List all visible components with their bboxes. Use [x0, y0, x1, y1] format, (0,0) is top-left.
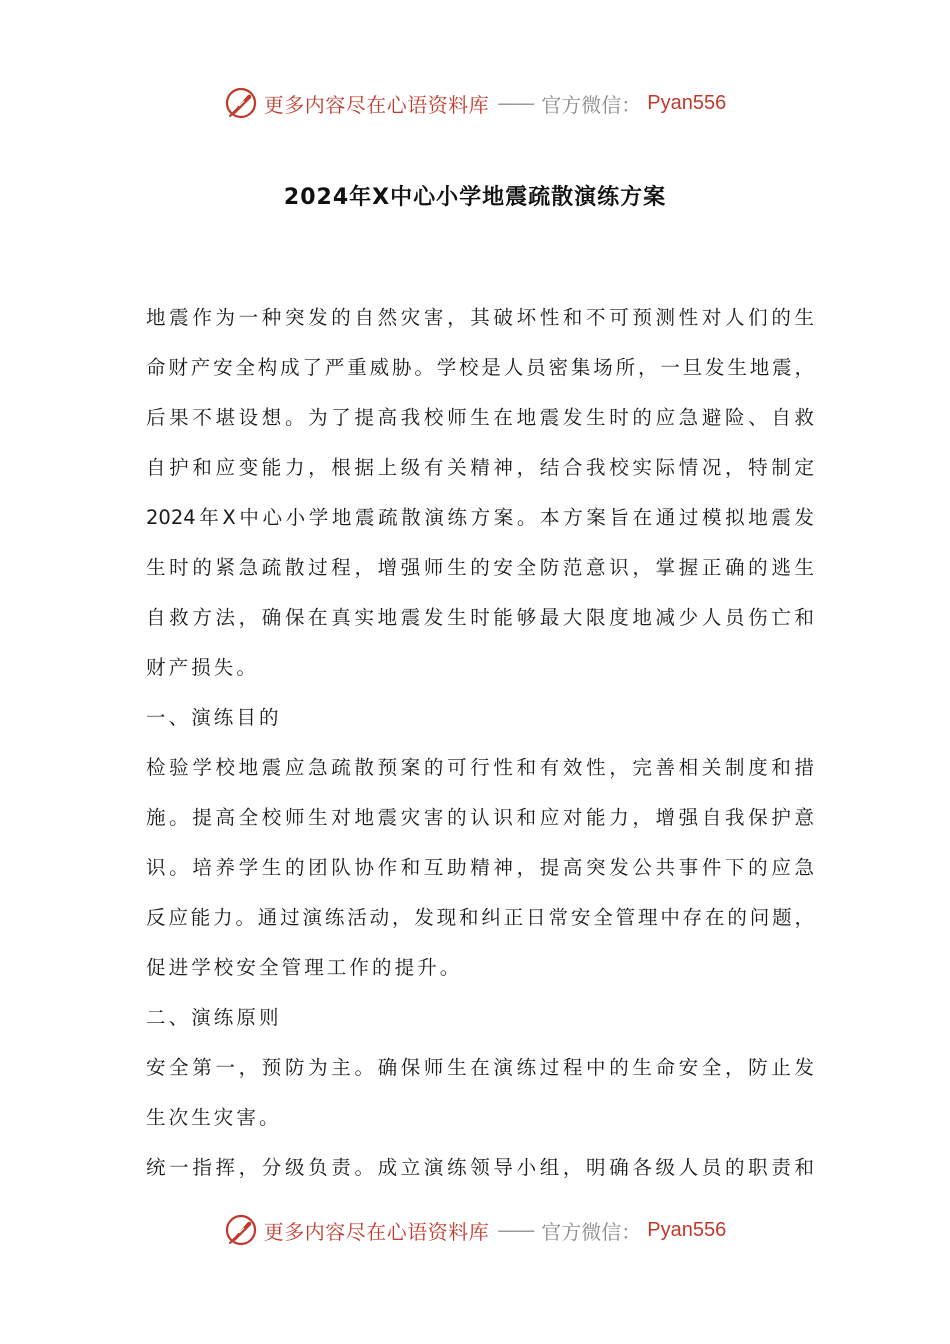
watermark-wechat-label: 官方微信： — [541, 1219, 642, 1244]
body-line: 命财产安全构成了严重威胁。学校是人员密集场所，一旦发生地震， — [146, 356, 814, 379]
watermark-dash: —— — [497, 1218, 534, 1242]
watermark-wechat-id: Pyan556 — [647, 91, 727, 114]
watermark-banner-bottom — [0, 1210, 950, 1250]
body-line: 统一指挥，分级负责。成立演练领导小组，明确各级人员的职责和 — [146, 1156, 814, 1179]
body-line: 生次生灾害。 — [146, 1106, 282, 1129]
feather-pen-logo-icon — [224, 86, 258, 120]
body-line: 促进学校安全管理工作的提升。 — [146, 956, 463, 979]
watermark-banner-top — [0, 83, 950, 123]
body-line: 识。培养学生的团队协作和互助精神，提高突发公共事件下的应急 — [146, 856, 814, 879]
watermark-site-text: 更多内容尽在心语资料库 — [263, 92, 490, 117]
section-heading-principles: 二、演练原则 — [146, 1006, 282, 1029]
body-line: 2024年X中心小学地震疏散演练方案。本方案旨在通过模拟地震发 — [146, 506, 814, 529]
document-title: 2024年X中心小学地震疏散演练方案 — [283, 185, 667, 210]
body-line: 后果不堪设想。为了提高我校师生在地震发生时的应急避险、自救 — [146, 406, 814, 429]
body-line: 施。提高全校师生对地震灾害的认识和应对能力，增强自我保护意 — [146, 806, 814, 829]
section-heading-purpose: 一、演练目的 — [146, 706, 282, 729]
watermark-wechat-id: Pyan556 — [647, 1218, 727, 1241]
document-body — [146, 298, 814, 1198]
body-line: 财产损失。 — [146, 656, 260, 679]
body-line: 安全第一，预防为主。确保师生在演练过程中的生命安全，防止发 — [146, 1056, 814, 1079]
body-line: 检验学校地震应急疏散预案的可行性和有效性，完善相关制度和措 — [146, 756, 814, 779]
body-line: 生时的紧急疏散过程，增强师生的安全防范意识，掌握正确的逃生 — [146, 556, 814, 579]
body-line: 自护和应变能力，根据上级有关精神，结合我校实际情况，特制定 — [146, 456, 814, 479]
body-line: 自救方法，确保在真实地震发生时能够最大限度地减少人员伤亡和 — [146, 606, 814, 629]
body-line: 地震作为一种突发的自然灾害，其破坏性和不可预测性对人们的生 — [146, 306, 814, 329]
watermark-site-text: 更多内容尽在心语资料库 — [263, 1219, 490, 1244]
watermark-dash: —— — [497, 91, 534, 115]
body-line: 反应能力。通过演练活动，发现和纠正日常安全管理中存在的问题， — [146, 906, 814, 929]
feather-pen-logo-icon — [224, 1213, 258, 1247]
watermark-wechat-label: 官方微信： — [541, 92, 642, 117]
